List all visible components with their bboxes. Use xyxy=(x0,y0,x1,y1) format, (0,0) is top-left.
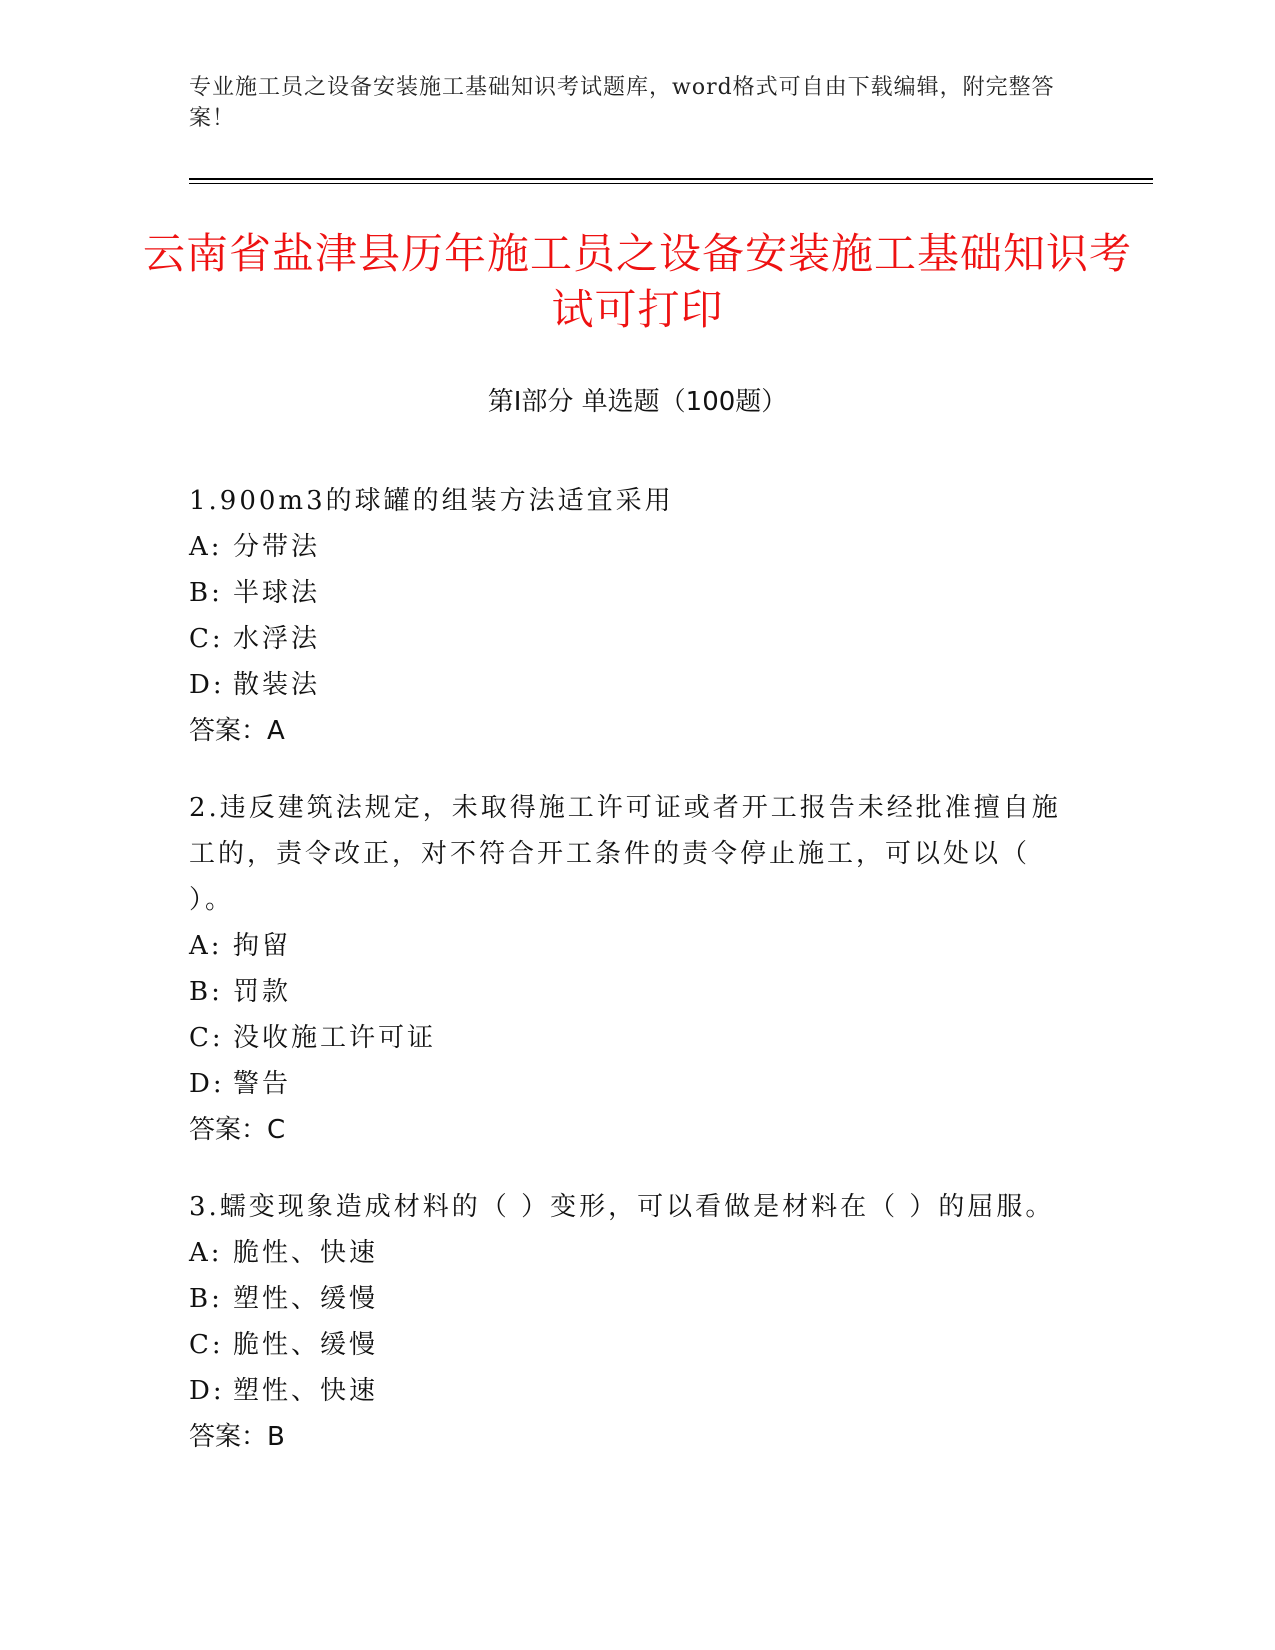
option-c xyxy=(189,1322,1069,1368)
option-a xyxy=(189,524,1069,570)
question-stem: 2.违反建筑法规定，未取得施工许可证或者开工报告未经批准擅自施工的，责令改正，对不符合开工条件的责令停止施工，可以处以（ ）。 xyxy=(189,793,1061,915)
question-list xyxy=(189,478,1069,1491)
option-letter: A: xyxy=(189,1238,223,1268)
option-c xyxy=(189,616,1069,662)
question-stem: 3.蠕变现象造成材料的（ ）变形，可以看做是材料在（ ）的屈服。 xyxy=(189,1192,1055,1222)
header-note: 专业施工员之设备安装施工基础知识考试题库，word格式可自由下载编辑，附完整答案！ xyxy=(189,75,1055,131)
option-c xyxy=(189,1015,1069,1061)
question-3 xyxy=(189,1184,1069,1460)
option-b xyxy=(189,570,1069,616)
option-letter: C: xyxy=(189,1023,224,1053)
option-text: 没收施工许可证 xyxy=(233,1023,437,1053)
document-title: 云南省盐津县历年施工员之设备安装施工基础知识考试可打印 xyxy=(142,229,1132,334)
option-letter: A: xyxy=(189,931,223,961)
header-divider-thick xyxy=(189,178,1153,180)
option-letter: B: xyxy=(189,1284,223,1314)
answer: 答案：C xyxy=(189,1115,286,1145)
header-divider-thin xyxy=(189,183,1153,184)
section-title: 第Ⅰ部分 单选题（100题） xyxy=(487,387,788,417)
option-text: 分带法 xyxy=(233,532,321,562)
option-text: 脆性、缓慢 xyxy=(233,1330,379,1360)
option-d xyxy=(189,662,1069,708)
option-text: 散装法 xyxy=(233,670,321,700)
option-text: 半球法 xyxy=(233,578,321,608)
answer: 答案：A xyxy=(189,716,285,746)
option-letter: D: xyxy=(189,670,225,700)
option-letter: C: xyxy=(189,1330,224,1360)
option-text: 警告 xyxy=(233,1069,292,1099)
question-1 xyxy=(189,478,1069,754)
option-letter: A: xyxy=(189,532,223,562)
option-text: 脆性、快速 xyxy=(233,1238,379,1268)
question-2 xyxy=(189,785,1069,1153)
option-text: 水浮法 xyxy=(233,624,321,654)
option-b xyxy=(189,969,1069,1015)
option-a xyxy=(189,1230,1069,1276)
option-text: 罚款 xyxy=(233,977,292,1007)
option-letter: C: xyxy=(189,624,224,654)
option-text: 塑性、缓慢 xyxy=(233,1284,379,1314)
option-letter: D: xyxy=(189,1069,225,1099)
answer: 答案：B xyxy=(189,1422,285,1452)
option-d xyxy=(189,1061,1069,1107)
option-a xyxy=(189,923,1069,969)
option-letter: B: xyxy=(189,578,223,608)
option-text: 拘留 xyxy=(233,931,292,961)
option-letter: B: xyxy=(189,977,223,1007)
option-b xyxy=(189,1276,1069,1322)
option-d xyxy=(189,1368,1069,1414)
option-letter: D: xyxy=(189,1376,225,1406)
option-text: 塑性、快速 xyxy=(233,1376,379,1406)
question-stem: 1.900m3的球罐的组装方法适宜采用 xyxy=(189,486,674,516)
